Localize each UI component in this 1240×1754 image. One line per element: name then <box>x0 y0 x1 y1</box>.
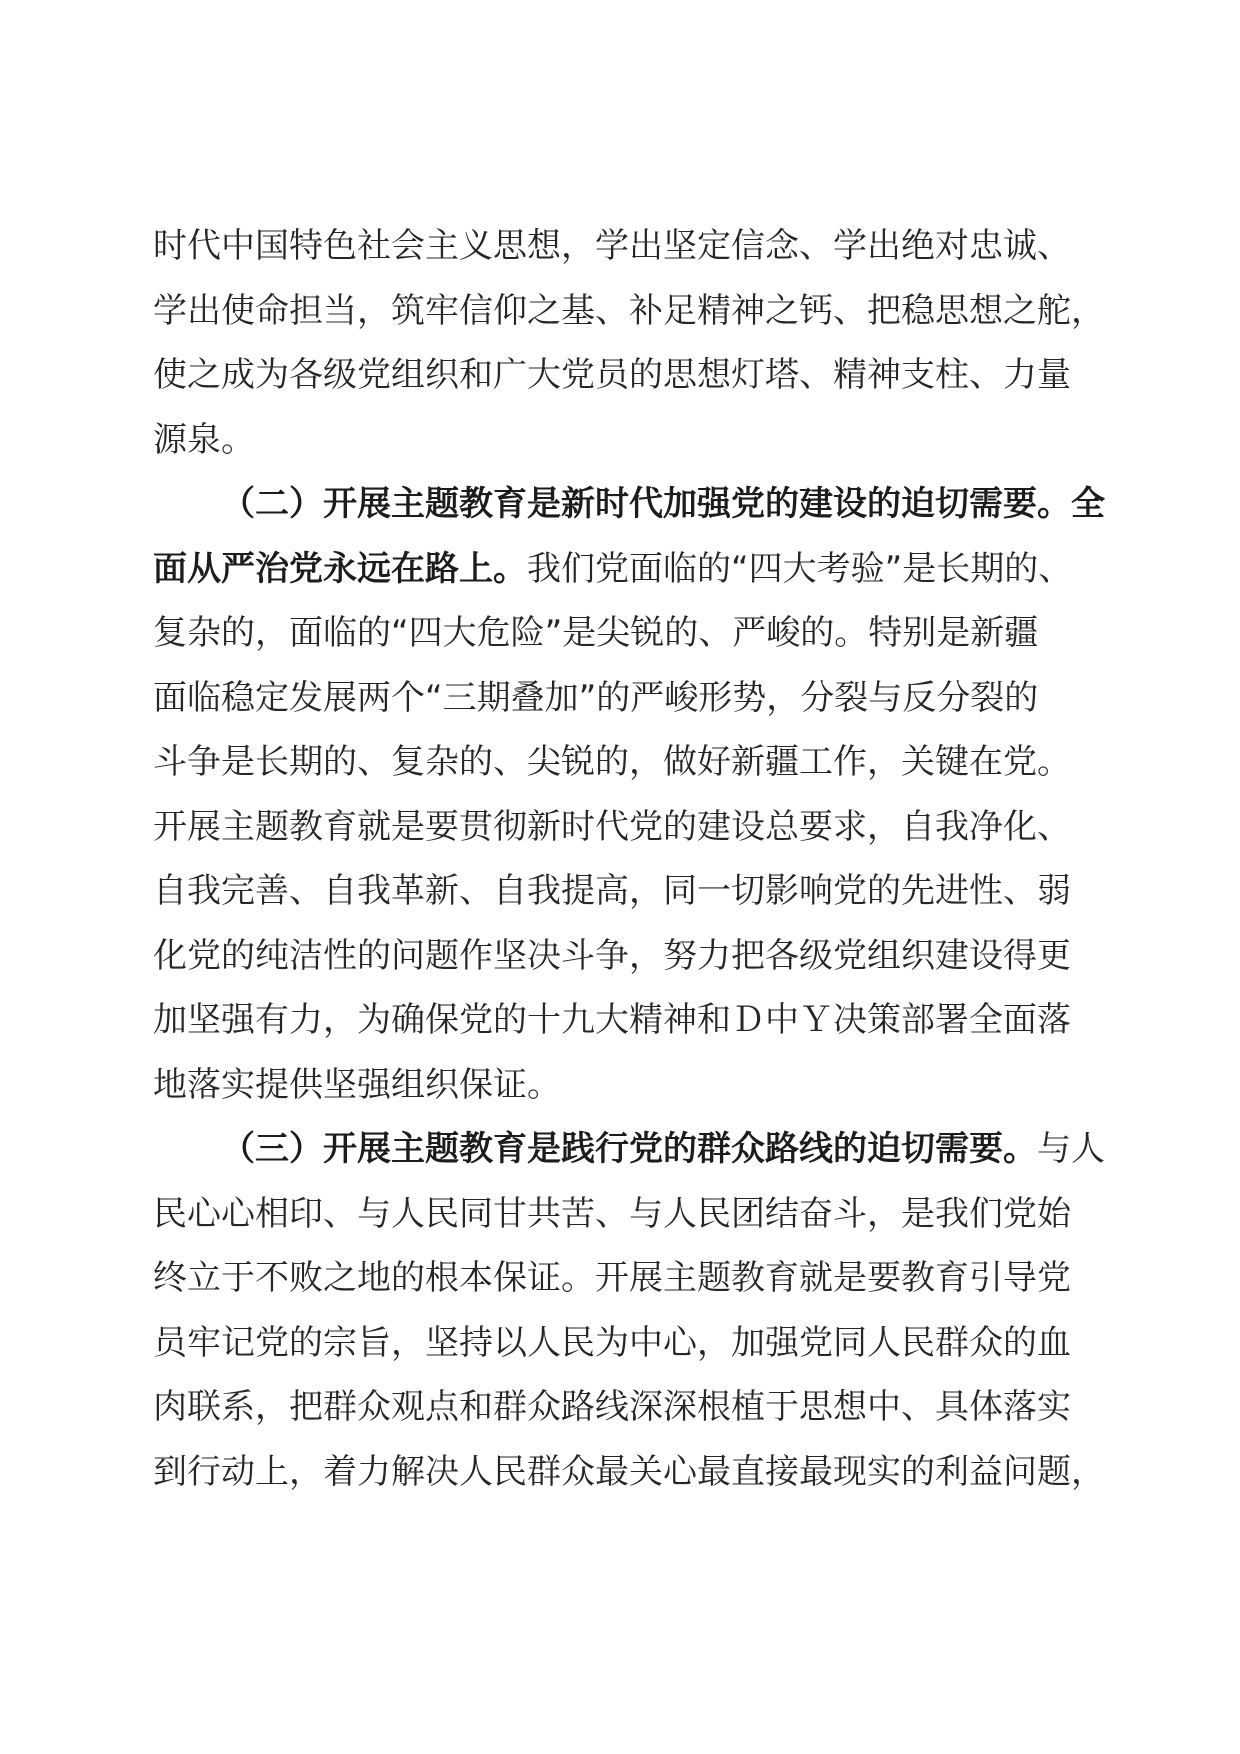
paragraph-line: 时代中国特色社会主义思想，学出坚定信念、学出绝对忠诚、 <box>153 226 1071 266</box>
document-body <box>153 214 1105 1504</box>
paragraph-line: 自我完善、自我革新、自我提高，同一切影响党的先进性、弱 <box>153 871 1071 911</box>
paragraph-2 <box>153 472 1105 1117</box>
paragraph-line <box>153 472 1105 537</box>
paragraph-line: 地落实提供坚强组织保证。 <box>153 1064 561 1105</box>
section-heading-2: （二）开展主题教育是新时代加强党的建设的迫切需要。全 <box>221 484 1105 524</box>
paragraph-line: 肉联系，把群众观点和群众路线深深根植于思想中、具体落实 <box>153 1387 1071 1427</box>
paragraph-line: 使之成为各级党组织和广大党员的思想灯塔、精神支柱、力量 <box>153 355 1071 395</box>
paragraph-text: 我们党面临的“四大考验”是长期的、 <box>527 548 1073 589</box>
paragraph-line: 源泉。 <box>153 419 255 460</box>
paragraph-line <box>153 537 1097 602</box>
paragraph-line: 面临稳定发展两个“三期叠加”的严峻形势，分裂与反分裂的 <box>153 677 1039 718</box>
paragraph-line: 化党的纯洁性的问题作坚决斗争，努力把各级党组织建设得更 <box>153 935 1071 976</box>
paragraph-line: 斗争是长期的、复杂的、尖锐的，做好新疆工作，关键在党。 <box>153 742 1071 782</box>
paragraph-3 <box>153 1117 1105 1504</box>
paragraph-line: 到行动上，着力解决人民群众最关心最直接最现实的利益问题， <box>153 1451 1105 1492</box>
paragraph-text: 与人 <box>1037 1129 1105 1169</box>
section-heading-3: （三）开展主题教育是践行党的群众路线的迫切需要。 <box>221 1129 1037 1169</box>
paragraph-line <box>153 1117 1105 1182</box>
paragraph-line: 终立于不败之地的根本保证。开展主题教育就是要教育引导党 <box>153 1258 1071 1298</box>
section-heading-2-cont: 面从严治党永远在路上。 <box>153 548 527 589</box>
paragraph-line: 员牢记党的宗旨，坚持以人民为中心，加强党同人民群众的血 <box>153 1322 1071 1363</box>
paragraph-line: 加坚强有力，为确保党的十九大精神和Ｄ中Ｙ决策部署全面落 <box>153 1000 1071 1040</box>
paragraph-line: 民心心相印、与人民同甘共苦、与人民团结奋斗，是我们党始 <box>153 1193 1071 1234</box>
paragraph-1 <box>153 214 1105 472</box>
paragraph-line: 学出使命担当，筑牢信仰之基、补足精神之钙、把稳思想之舵， <box>153 290 1105 331</box>
paragraph-line: 复杂的，面临的“四大危险”是尖锐的、严峻的。特别是新疆 <box>153 613 1039 653</box>
paragraph-line: 开展主题教育就是要贯彻新时代党的建设总要求，自我净化、 <box>153 806 1071 847</box>
